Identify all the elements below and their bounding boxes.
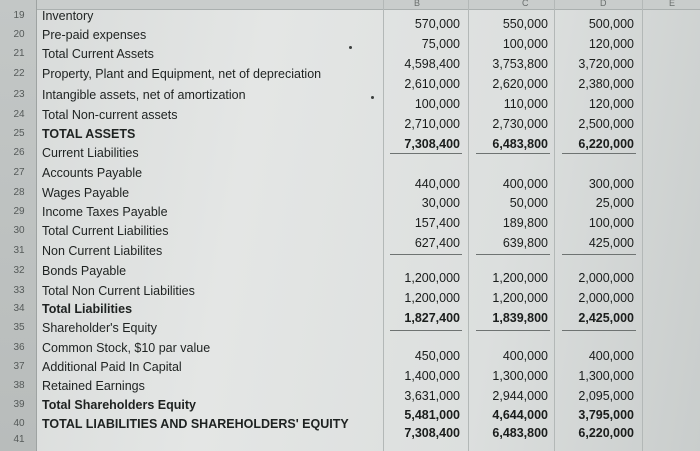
column-border — [383, 0, 384, 451]
cell-value-d[interactable]: 25,000 — [595, 196, 634, 210]
cell-value-b[interactable]: 3,631,000 — [404, 389, 460, 403]
row-label[interactable]: TOTAL LIABILITIES AND SHAREHOLDERS' EQUITY — [42, 417, 349, 431]
total-rule — [476, 153, 550, 154]
row-number[interactable]: 37 — [13, 361, 25, 372]
cell-value-b[interactable]: 2,610,000 — [404, 77, 460, 91]
row-number[interactable]: 25 — [13, 128, 25, 139]
cell-value-d[interactable]: 500,000 — [588, 17, 634, 31]
cell-value-d[interactable]: 6,220,000 — [578, 137, 634, 151]
cell-marker — [371, 96, 374, 99]
column-header-d[interactable]: D — [600, 0, 607, 8]
row-label[interactable]: Total Liabilities — [42, 302, 133, 316]
row-label[interactable]: Accounts Payable — [42, 166, 143, 180]
cell-value-b[interactable]: 30,000 — [421, 196, 460, 210]
column-border — [468, 0, 469, 451]
cell-value-b[interactable]: 75,000 — [421, 37, 460, 51]
row-label[interactable]: Pre-paid expenses — [42, 28, 147, 42]
cell-value-b[interactable]: 1,400,000 — [404, 369, 460, 383]
cell-value-d[interactable]: 3,795,000 — [578, 408, 634, 422]
row-label[interactable]: Total Current Liabilities — [42, 224, 169, 238]
row-number[interactable]: 32 — [13, 265, 25, 276]
row-label[interactable]: Wages Payable — [42, 186, 130, 200]
cell-value-d[interactable]: 3,720,000 — [578, 57, 634, 71]
row-label[interactable]: Shareholder's Equity — [42, 321, 157, 335]
row-number[interactable]: 39 — [13, 399, 25, 410]
cell-value-c[interactable]: 3,753,800 — [492, 57, 548, 71]
row-number[interactable]: 36 — [13, 342, 25, 353]
cell-value-c[interactable]: 2,730,000 — [492, 117, 548, 131]
row-number[interactable]: 19 — [13, 10, 25, 21]
row-number[interactable]: 35 — [13, 322, 25, 333]
row-label[interactable]: Non Current Liabilites — [42, 244, 163, 258]
cell-value-b[interactable]: 100,000 — [414, 97, 460, 111]
row-number-gutter — [0, 0, 37, 451]
total-rule — [562, 254, 636, 255]
row-label[interactable]: Inventory — [42, 9, 94, 23]
cell-value-d[interactable]: 120,000 — [588, 37, 634, 51]
total-rule — [390, 330, 462, 331]
column-header-c[interactable]: C — [522, 0, 529, 8]
cell-value-b[interactable]: 450,000 — [414, 349, 460, 363]
cell-value-b[interactable]: 4,598,400 — [404, 57, 460, 71]
cell-value-b[interactable]: 1,200,000 — [404, 291, 460, 305]
cell-value-b[interactable]: 157,400 — [414, 216, 460, 230]
column-border — [554, 0, 555, 451]
row-number[interactable]: 23 — [13, 89, 25, 100]
cell-value-d[interactable]: 6,220,000 — [578, 426, 634, 440]
cell-value-d[interactable]: 2,000,000 — [578, 291, 634, 305]
row-number[interactable]: 38 — [13, 380, 25, 391]
row-number[interactable]: 40 — [13, 418, 25, 429]
cell-value-b[interactable]: 1,827,400 — [404, 311, 460, 325]
cell-value-b[interactable]: 440,000 — [414, 177, 460, 191]
cell-value-c[interactable]: 6,483,800 — [492, 137, 548, 151]
row-number[interactable]: 21 — [13, 48, 25, 59]
cell-value-c[interactable]: 2,620,000 — [492, 77, 548, 91]
cell-value-c[interactable]: 639,800 — [502, 236, 548, 250]
cell-value-d[interactable]: 425,000 — [588, 236, 634, 250]
row-number[interactable]: 33 — [13, 285, 25, 296]
cell-value-c[interactable]: 2,944,000 — [492, 389, 548, 403]
row-label[interactable]: Total Shareholders Equity — [42, 398, 196, 412]
cell-marker — [349, 46, 352, 49]
cell-value-b[interactable]: 7,308,400 — [404, 426, 460, 440]
row-number[interactable]: 30 — [13, 225, 25, 236]
row-label[interactable]: Additional Paid In Capital — [42, 360, 182, 374]
total-rule — [476, 254, 550, 255]
cell-value-b[interactable]: 570,000 — [414, 17, 460, 31]
total-rule — [476, 330, 550, 331]
cell-value-c[interactable]: 110,000 — [503, 97, 548, 111]
row-label[interactable]: Total Current Assets — [42, 47, 154, 61]
cell-value-c[interactable]: 189,800 — [502, 216, 548, 230]
cell-value-d[interactable]: 1,300,000 — [578, 369, 634, 383]
row-number[interactable]: 34 — [13, 303, 25, 314]
cell-value-c[interactable]: 50,000 — [509, 196, 548, 210]
row-label[interactable]: Retained Earnings — [42, 379, 145, 393]
row-number[interactable]: 22 — [13, 68, 25, 79]
row-number[interactable]: 24 — [13, 109, 25, 120]
cell-value-d[interactable]: 2,095,000 — [578, 389, 634, 403]
cell-value-d[interactable]: 2,425,000 — [578, 311, 634, 325]
cell-value-d[interactable]: 300,000 — [588, 177, 634, 191]
total-rule — [390, 254, 462, 255]
total-rule — [390, 153, 462, 154]
cell-value-c[interactable]: 4,644,000 — [492, 408, 548, 422]
row-label[interactable]: Common Stock, $10 par value — [42, 341, 211, 355]
row-number[interactable]: 41 — [13, 434, 25, 445]
cell-value-b[interactable]: 1,200,000 — [404, 271, 460, 285]
row-label[interactable]: Property, Plant and Equipment, net of depreciation — [42, 67, 322, 81]
total-rule — [562, 330, 636, 331]
cell-value-d[interactable]: 2,380,000 — [578, 77, 634, 91]
row-label[interactable]: Current Liabilities — [42, 146, 139, 160]
cell-value-c[interactable]: 400,000 — [502, 177, 548, 191]
cell-value-c[interactable]: 1,200,000 — [492, 271, 548, 285]
cell-value-c[interactable]: 1,839,800 — [492, 311, 548, 325]
cell-value-b[interactable]: 627,400 — [414, 236, 460, 250]
cell-value-c[interactable]: 550,000 — [502, 17, 548, 31]
row-number[interactable]: 27 — [13, 167, 25, 178]
row-number[interactable]: 29 — [13, 206, 25, 217]
column-header-e[interactable]: E — [669, 0, 676, 8]
row-number[interactable]: 31 — [13, 245, 25, 256]
row-label[interactable]: Total Non-current assets — [42, 108, 178, 122]
cell-value-c[interactable]: 1,300,000 — [492, 369, 548, 383]
cell-value-c[interactable]: 1,200,000 — [492, 291, 548, 305]
cell-value-c[interactable]: 400,000 — [502, 349, 548, 363]
row-label[interactable]: Total Non Current Liabilities — [42, 284, 195, 298]
row-number[interactable]: 26 — [13, 147, 25, 158]
cell-value-d[interactable]: 120,000 — [588, 97, 634, 111]
cell-value-c[interactable]: 100,000 — [502, 37, 548, 51]
column-header-b[interactable]: B — [414, 0, 421, 8]
cell-value-d[interactable]: 2,000,000 — [578, 271, 634, 285]
column-border — [642, 0, 643, 451]
cell-value-d[interactable]: 400,000 — [588, 349, 634, 363]
row-label[interactable]: TOTAL ASSETS — [42, 127, 136, 141]
cell-value-b[interactable]: 7,308,400 — [404, 137, 460, 151]
cell-value-b[interactable]: 5,481,000 — [404, 408, 460, 422]
row-number[interactable]: 28 — [13, 187, 25, 198]
column-header-bar — [36, 0, 700, 10]
cell-value-c[interactable]: 6,483,800 — [492, 426, 548, 440]
row-label[interactable]: Bonds Payable — [42, 264, 127, 278]
cell-value-b[interactable]: 2,710,000 — [404, 117, 460, 131]
row-label[interactable]: Income Taxes Payable — [42, 205, 168, 219]
cell-value-d[interactable]: 2,500,000 — [578, 117, 634, 131]
row-label[interactable]: Intangible assets, net of amortization — [42, 88, 246, 102]
cell-value-d[interactable]: 100,000 — [588, 216, 634, 230]
row-number[interactable]: 20 — [13, 29, 25, 40]
total-rule — [562, 153, 636, 154]
